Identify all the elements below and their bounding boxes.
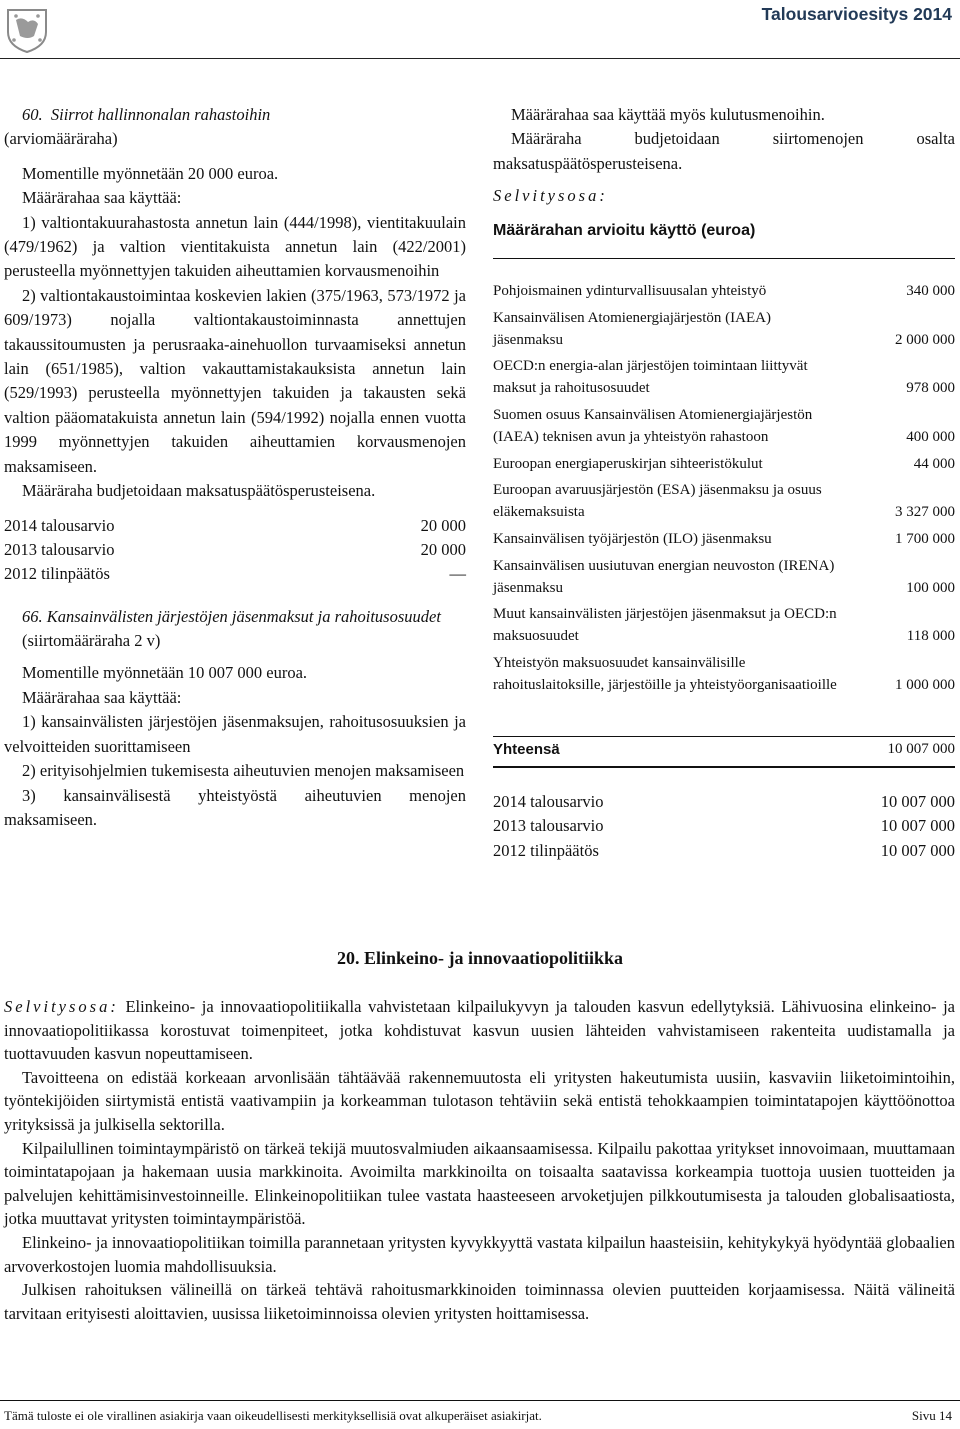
year-row: 2014 talousarvio 10 007 000 bbox=[493, 792, 955, 811]
selvitysosa-label: Selvitysosa: bbox=[493, 186, 608, 206]
total-value: 10 007 000 bbox=[887, 741, 955, 757]
moment-number: 66. bbox=[22, 606, 43, 626]
moment-number: 60. bbox=[22, 105, 43, 124]
table-row: OECD:n energia-alan järjestöjen toimintaan liittyvät maksut ja rahoitusosuudet 978 000 bbox=[493, 358, 955, 397]
table-row: Euroopan avaruusjärjestön (ESA) jäsenmaksu ja osuus eläkemaksuista 3 327 000 bbox=[493, 482, 955, 521]
footer-divider bbox=[0, 1400, 960, 1401]
usage-note: Määrärahaa saa käyttää myös kulutusmenoihin. bbox=[511, 105, 825, 124]
usage-intro: Määrärahaa saa käyttää: bbox=[22, 188, 182, 208]
moment-title: Siirrot hallinnonalan rahastoihin bbox=[50, 105, 271, 124]
table-row: Euroopan energiaperuskirjan sihteeristökulut 44 000 bbox=[493, 455, 955, 472]
section-body bbox=[4, 995, 955, 1325]
usage-item-1: 1) valtiontakuurahastosta annetun lain (444/1998), vientitakuulain (479/1962) ja valtion vientitakuista annetun lain (422/2001) perusteella myönnettyjen takuiden aiheuttamien korvausmenoihin bbox=[4, 212, 466, 281]
table-row: Kansainvälisen työjärjestön (ILO) jäsenmaksu 1 700 000 bbox=[493, 530, 955, 547]
table-bottom-rule bbox=[493, 766, 955, 768]
footer bbox=[4, 1408, 952, 1424]
usage-item-2: 2) valtiontakaustoimintaa koskevien lakien (375/1963, 573/1972 ja 609/1973) nojalla valtiontakaustoiminnasta annettujen takaussitoumusten ja perusraaka-ainehuollon turvaamiseksi annetun lain (651/1985), valtion vakauttamistakauksista annetun lain (529/1993) perusteella myönnettyjen takuiden ja takausten sekä valtion pääomatakuista annetun lain (594/1992) nojalla ennen vuotta 1999 myönnettyjen takuiden aiheuttamien korvausmenojen maksamiseen. bbox=[4, 285, 466, 476]
m60-years-table bbox=[4, 514, 466, 587]
year-row: 2014 talousarvio 20 000 bbox=[4, 515, 466, 535]
usage-table-title: Määrärahan arvioitu käyttö (euroa) bbox=[493, 221, 756, 239]
right-years-table bbox=[493, 790, 955, 863]
usage-item-2: 2) erityisohjelmien tukemisesta aiheutuvien menojen maksamiseen bbox=[22, 761, 465, 781]
section-paragraph: Elinkeino- ja innovaatiopolitiikan toimilla parannetaan yritysten kyvykkyyttä vastata kilpailun haasteisiin, kehitykykyä hyödyntää globaalien arvoverkostojen luomia mahdollisuuksia. bbox=[4, 1232, 955, 1276]
table-row: Yhteistyön maksuosuudet kansainvälisille rahoituslaitoksille, järjestöille ja yhteistyöorganisaatioille 1 000 000 bbox=[493, 654, 955, 693]
coat-of-arms-logo bbox=[4, 6, 50, 54]
moment-grant-text: Momentille myönnetään 10 007 000 euroa. bbox=[22, 663, 308, 683]
table-top-rule bbox=[493, 258, 955, 259]
right-column bbox=[493, 103, 955, 243]
moment-title: Kansainvälisten järjestöjen jäsenmaksut ja rahoitusosuudet bbox=[46, 606, 441, 626]
page-number: Sivu 14 bbox=[911, 1408, 952, 1423]
usage-intro: Määrärahaa saa käyttää: bbox=[22, 687, 182, 707]
selvitysosa-label: Selvitysosa: bbox=[4, 997, 119, 1016]
left-column bbox=[4, 103, 466, 832]
moment-66-heading bbox=[4, 605, 466, 654]
section-paragraph: Selvitysosa: Elinkeino- ja innovaatiopolitiikalla vahvistetaan kilpailukyvyn ja talouden kasvun edellytyksiä. Lähivuosina elinkeino- ja innovaatiopolitiikassa korostuvat toimenpiteet, jotka kohdistuvat kasvun uusien lähteiden vahvistamiseen rakenteita uudistamalla ja tuottavuuden kasvun nopeuttamiseen. bbox=[4, 997, 955, 1064]
table-row: Muut kansainvälisten järjestöjen jäsenmaksut ja OECD:n maksuosuudet 118 000 bbox=[493, 606, 955, 645]
budgeting-note: Määräraha budjetoidaan siirtomenojen osalta maksatuspäätösperusteisena. bbox=[493, 129, 955, 173]
table-row: Pohjoismainen ydinturvallisuusalan yhteistyö 340 000 bbox=[493, 283, 955, 299]
table-row: Kansainvälisen Atomienergiajärjestön (IAEA) jäsenmaksu 2 000 000 bbox=[493, 309, 955, 348]
document-title: Talousarvioesitys 2014 bbox=[761, 4, 952, 24]
year-row: 2012 tilinpäätös — bbox=[4, 564, 466, 584]
table-total-row bbox=[493, 739, 955, 761]
moment-grant-text: Momentille myönnetään 20 000 euroa. bbox=[22, 163, 279, 183]
total-label: Yhteensä bbox=[493, 741, 560, 758]
usage-item-3: 3) kansainvälisestä yhteistyöstä aiheutuvien menojen maksamiseen. bbox=[4, 785, 466, 829]
year-row: 2013 talousarvio 20 000 bbox=[4, 539, 466, 559]
usage-item-1: 1) kansainvälisten järjestöjen jäsenmaksujen, rahoitusosuuksien ja velvoitteiden suorittamiseen bbox=[4, 712, 466, 756]
section-paragraph: Julkisen rahoituksen välineillä on tärkeä tehtävä rahoitusmarkkinoiden toiminnassa olevien puutteiden korjaamisessa. Näitä välineitä tarvitaan erityisesti aloittavien, uusissa liiketoiminnoissa olevien yritysten hoittamisessa. bbox=[4, 1280, 955, 1323]
section-heading: 20. Elinkeino- ja innovaatiopolitiikka bbox=[336, 948, 624, 968]
table-total-rule bbox=[493, 736, 955, 737]
usage-table bbox=[493, 281, 955, 697]
table-row: Kansainvälisen uusiutuvan energian neuvoston (IRENA) jäsenmaksu 100 000 bbox=[493, 557, 955, 596]
section-paragraph: Tavoitteena on edistää korkeaan arvonlisään tähtäävää rakennemuutosta eli yritysten hakeutumista uusiin, kasvaviin liiketoimintoihin, työntekijöiden siirtymistä entistä vaativampiin ja korkeamman tulotason tehtäviin sekä entistä tehokkaampien toimintatapojen käyttöönottoa yrityksissä ja julkisella sektorilla. bbox=[4, 1067, 955, 1134]
disclaimer-text: Tämä tuloste ei ole virallinen asiakirja vaan oikeudellisesti merkityksellisiä ovat alkuperäiset asiakirjat. bbox=[4, 1408, 542, 1423]
moment-type: (siirtomääräraha 2 v) bbox=[22, 631, 161, 651]
moment-type: (arviomääräraha) bbox=[4, 129, 118, 149]
header-divider bbox=[0, 58, 960, 59]
table-row: Suomen osuus Kansainvälisen Atomienergiajärjestön (IAEA) teknisen avun ja yhteistyön rahastoon 400 000 bbox=[493, 406, 955, 445]
section-paragraph: Kilpailullinen toimintaympäristö on tärkeä tekijä muutosvalmiuden aikaansaamisessa. Kilpailu pakottaa yritykset innovoimaan, muuttamaan toimintatapojaan ja hakemaan uusia markkinoita. Avoimilta markkinoilta on toisaalta saatavissa korkeampia tuottoja uusien tuotteiden ja palvelujen kehittämisinvestoinneille. Elinkeinopolitiikan tulee vastata haasteeseen arvoketjujen pilkkoutumisesta ja talouden globalisaatiosta, jotka muuttavat yritysten toimintaympäristöä. bbox=[4, 1138, 955, 1229]
moment-60-heading bbox=[4, 103, 466, 127]
budgeting-basis: Määräraha budjetoidaan maksatuspäätösperusteisena. bbox=[22, 481, 376, 501]
year-row: 2013 talousarvio 10 007 000 bbox=[493, 816, 955, 836]
year-row: 2012 tilinpäätös 10 007 000 bbox=[493, 840, 955, 860]
